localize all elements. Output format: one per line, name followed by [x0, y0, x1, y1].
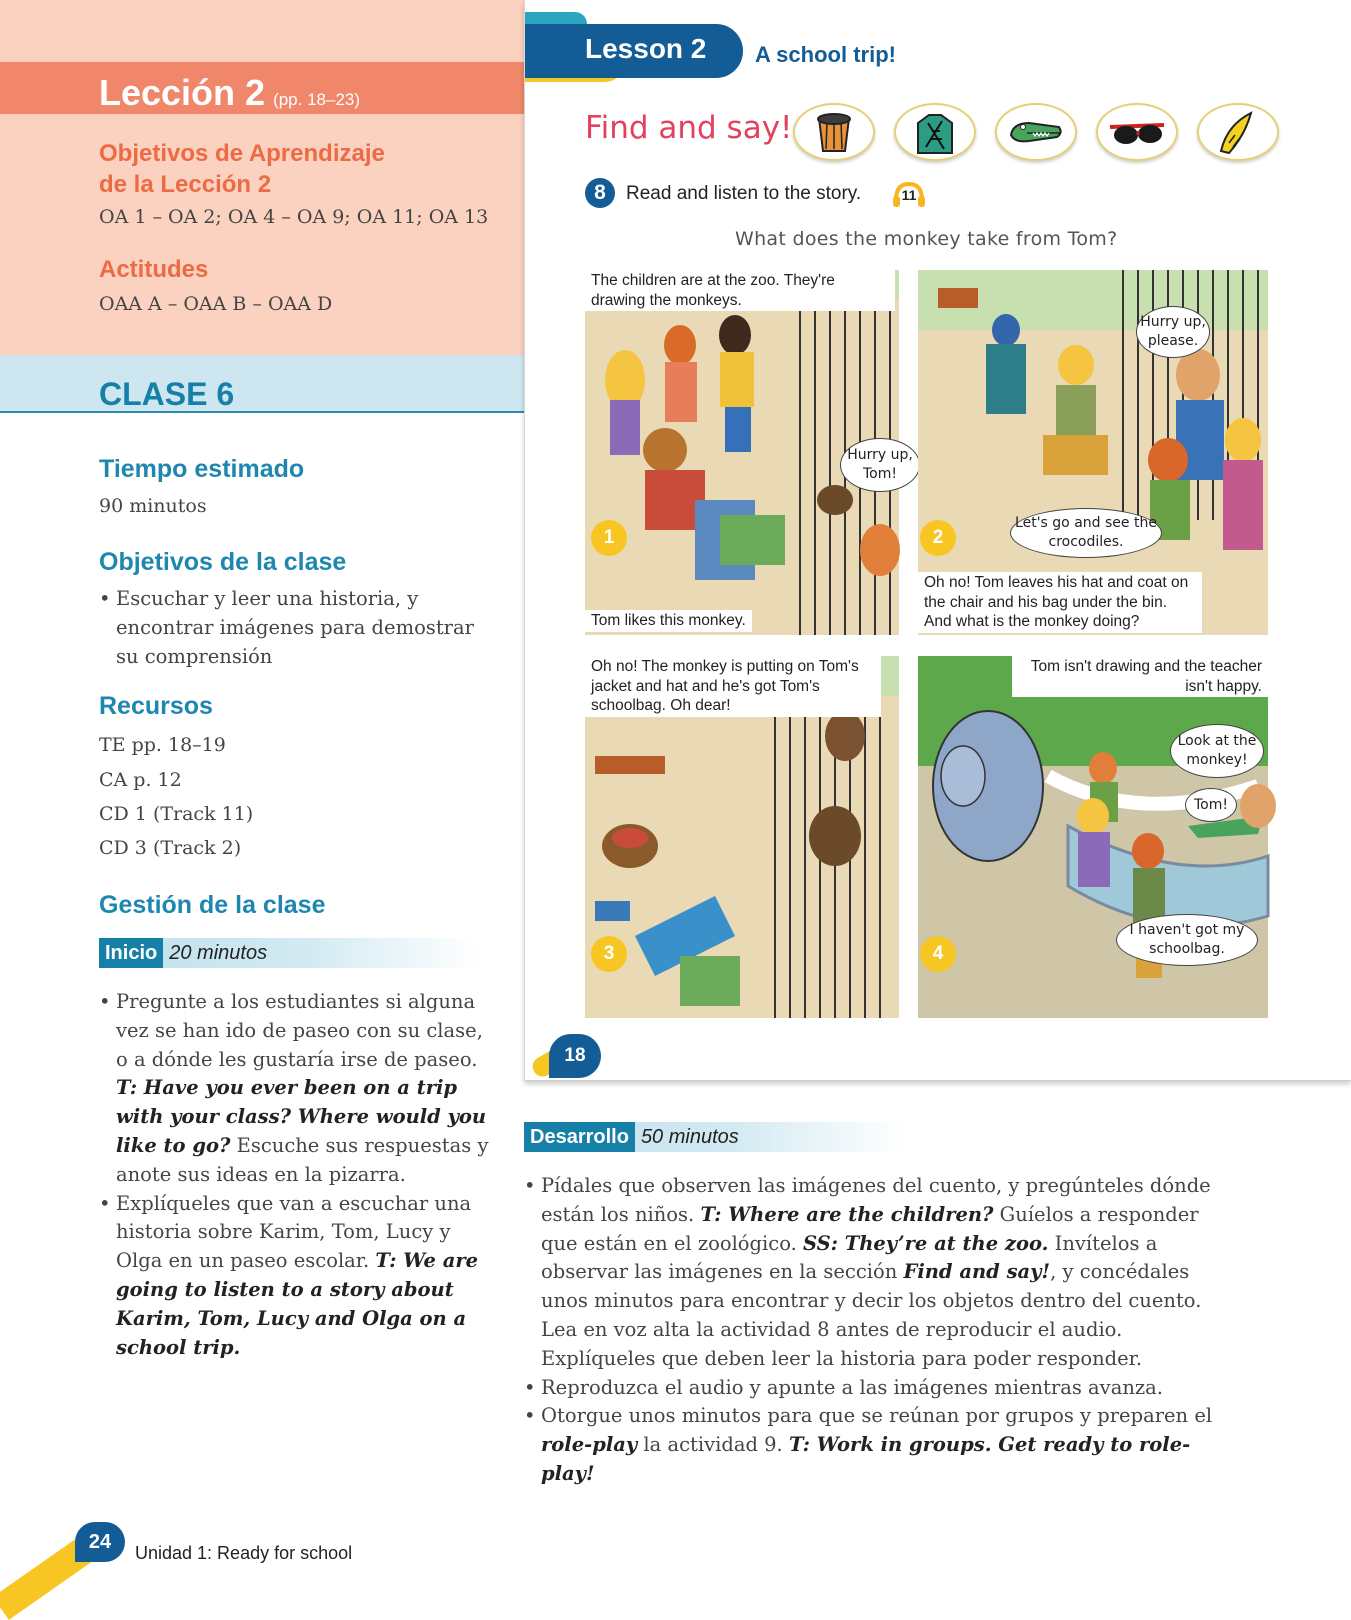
panel-number: 3 [591, 936, 627, 972]
banana-icon [1197, 103, 1279, 161]
track-number: 11 [901, 187, 917, 203]
resource-item: CA p. 12 [99, 769, 182, 791]
list-item: • Explíqueles que van a escuchar una historia sobre Karim, Tom, Lucy y Olga en un paseo escolar. T: We are going to listen to a story about Karim, Tom, Lucy and Olga on a school trip. [99, 1190, 491, 1363]
coat-icon [894, 103, 976, 161]
panel-caption: Oh no! The monkey is putting on Tom's jacket and hat and he's got Tom's schoolbag. Oh dear! [585, 656, 881, 717]
objectives-heading: Objetivos de Aprendizaje de la Lección 2 [99, 140, 385, 198]
clase-band [0, 355, 524, 413]
footer-page-number: 24 [75, 1522, 125, 1562]
panel-number: 2 [920, 520, 956, 556]
panel-caption: Tom isn't drawing and the teacher isn't happy. [1012, 656, 1268, 697]
list-item: • Otorgue unos minutos para que se reúnan por grupos y preparen el role-play la actividad 9. T: Work in groups. Get ready to role-play! [524, 1402, 1224, 1488]
attitudes-heading: Actitudes [99, 256, 209, 283]
list-item: • Pregunte a los estudiantes si alguna vez se han ido de paseo con su clase, o a dónde les gustaría irse de paseo. T: Have you ever been on a trip with your class? Where would you like to go? Escuche sus respuestas y anote sus ideas en la pizarra. [99, 988, 491, 1190]
find-and-say-title: Find and say! [585, 110, 793, 146]
lesson-label: Lesson 2 [585, 33, 707, 64]
panel-caption: The children are at the zoo. They're drawing the monkeys. [585, 270, 895, 311]
management-heading: Gestión de la clase [99, 891, 326, 919]
inicio-tag: Inicio [99, 938, 163, 968]
activity-number: 8 [585, 178, 615, 208]
book-page-number: 18 [549, 1034, 601, 1078]
panel-number: 1 [591, 520, 627, 556]
panel-caption: Tom likes this monkey. [585, 610, 752, 632]
inicio-label [99, 938, 479, 968]
desarrollo-tag: Desarrollo [524, 1122, 635, 1152]
story-question: What does the monkey take from Tom? [735, 228, 1118, 250]
activity-instruction: Read and listen to the story. [626, 183, 862, 204]
desarrollo-label [524, 1122, 904, 1152]
clase-title: CLASE 6 [99, 376, 235, 412]
time-text: 90 minutos [99, 495, 207, 517]
speech-bubble: Look at the monkey! [1170, 724, 1264, 778]
crocodile-icon [995, 103, 1077, 161]
story-panel-3 [585, 656, 899, 1018]
story-panel-4 [918, 656, 1268, 1018]
list-item: • Pídales que observen las imágenes del cuento, y pregúnteles dónde están los niños. T: Where are the children? Guíelos a responder que están en el zoológico. SS: They’re at the zoo. Invítelos a observar las imágenes en la sección Find and say!, y concédales unos minutos para encontrar y decir los objetos dentro del cuento. Lea en voz alta la actividad 8 antes de reproducir el audio. Explíqueles que deben leer la historia para poder responder. [524, 1172, 1224, 1374]
story-panel-2 [918, 270, 1268, 635]
desarrollo-list [524, 1172, 1224, 1489]
list-item: • Reproduzca el audio y apunte a las imágenes mientras avanza. [524, 1374, 1224, 1403]
footer-unit-title: Unidad 1: Ready for school [135, 1543, 353, 1563]
panel-caption: Oh no! Tom leaves his hat and coat on the chair and his bag under the bin. And what is the monkey doing? [918, 572, 1202, 633]
attitudes-text: OAA A – OAA B – OAA D [99, 293, 333, 315]
class-objectives-heading: Objetivos de la clase [99, 548, 347, 576]
desarrollo-duration: 50 minutos [640, 1125, 739, 1148]
lesson-subtitle: A school trip! [755, 42, 896, 67]
resource-item: CD 3 (Track 2) [99, 837, 242, 859]
speech-bubble: Tom! [1185, 788, 1237, 822]
speech-bubble: I haven't got my schoolbag. [1116, 914, 1258, 966]
lesson-title: Lección 2 (pp. 18–23) [99, 72, 361, 113]
resource-item: TE pp. 18–19 [99, 734, 226, 756]
objectives-text: OA 1 – OA 2; OA 4 – OA 9; OA 11; OA 13 [99, 206, 489, 228]
inicio-list [99, 988, 491, 1362]
time-heading: Tiempo estimado [99, 455, 305, 483]
inicio-duration: 20 minutos [169, 941, 268, 964]
student-book-page [524, 0, 1351, 1081]
list-item: • Escuchar y leer una historia, y encontrar imágenes para demostrar su comprensión [99, 585, 479, 671]
panel-number: 4 [920, 936, 956, 972]
resources-heading: Recursos [99, 692, 213, 720]
speech-bubble: Hurry up, Tom! [840, 438, 920, 492]
lesson-pages: (pp. 18–23) [273, 90, 361, 109]
bin-icon [793, 103, 875, 161]
speech-bubble: Let's go and see the crocodiles. [1010, 508, 1162, 558]
sunglasses-icon [1096, 103, 1178, 161]
resource-item: CD 1 (Track 11) [99, 803, 254, 825]
story-panel-1 [585, 270, 913, 635]
speech-bubble: Hurry up, please. [1136, 306, 1210, 358]
class-objectives-list [99, 585, 479, 671]
